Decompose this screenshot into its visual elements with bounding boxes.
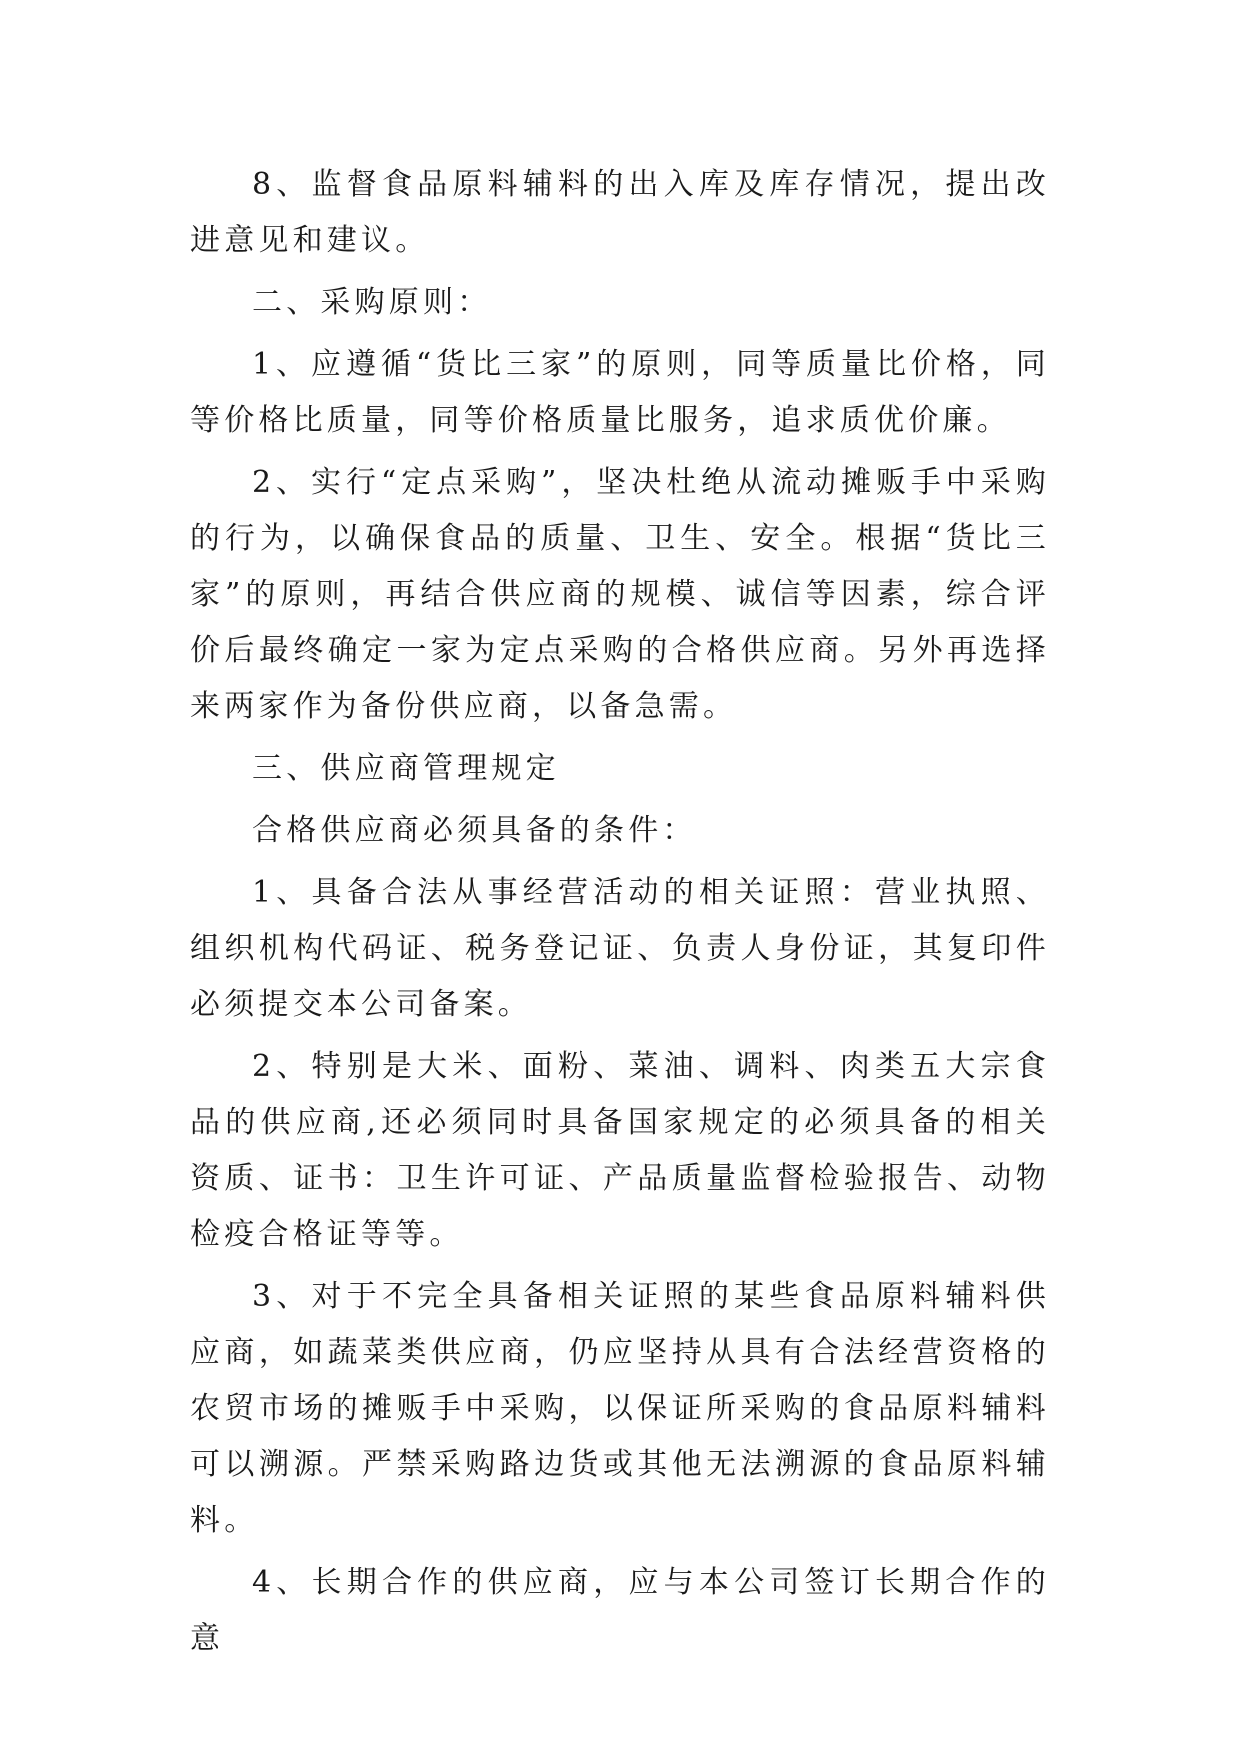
paragraph-item-8: 8、监督食品原料辅料的出入库及库存情况，提出改进意见和建议。 (190, 167, 1050, 258)
paragraph-principle-1: 1、应遵循“货比三家”的原则，同等质量比价格，同等价格比质量，同等价格质量比服务，追求质优价廉。 (190, 347, 1050, 438)
paragraph-condition-3: 3、对于不完全具备相关证照的某些食品原料辅料供应商，如蔬菜类供应商，仍应坚持从具有合法经营资格的农贸市场的摊贩手中采购，以保证所采购的食品原料辅料可以溯源。严禁采购路边货或其他无法溯源的食品原料辅料。 (190, 1279, 1050, 1538)
paragraph-supplier-conditions-intro: 合格供应商必须具备的条件： (252, 813, 697, 848)
section-heading-purchasing-principles: 二、采购原则： (252, 285, 492, 320)
paragraph-principle-2: 2、实行“定点采购”，坚决杜绝从流动摊贩手中采购的行为，以确保食品的质量、卫生、安全。根据“货比三家”的原则，再结合供应商的规模、诚信等因素，综合评价后最终确定一家为定点采购的合格供应商。另外再选择来两家作为备份供应商，以备急需。 (190, 465, 1050, 724)
paragraph-condition-4: 4、长期合作的供应商，应与本公司签订长期合作的意 (190, 1565, 1050, 1656)
section-heading-supplier-management: 三、供应商管理规定 (252, 751, 560, 786)
document-body (190, 157, 1050, 1673)
paragraph-condition-2: 2、特别是大米、面粉、菜油、调料、肉类五大宗食品的供应商,还必须同时具备国家规定的必须具备的相关资质、证书：卫生许可证、产品质量监督检验报告、动物检疫合格证等等。 (190, 1049, 1050, 1252)
paragraph-condition-1: 1、具备合法从事经营活动的相关证照：营业执照、组织机构代码证、税务登记证、负责人身份证，其复印件必须提交本公司备案。 (190, 875, 1050, 1022)
